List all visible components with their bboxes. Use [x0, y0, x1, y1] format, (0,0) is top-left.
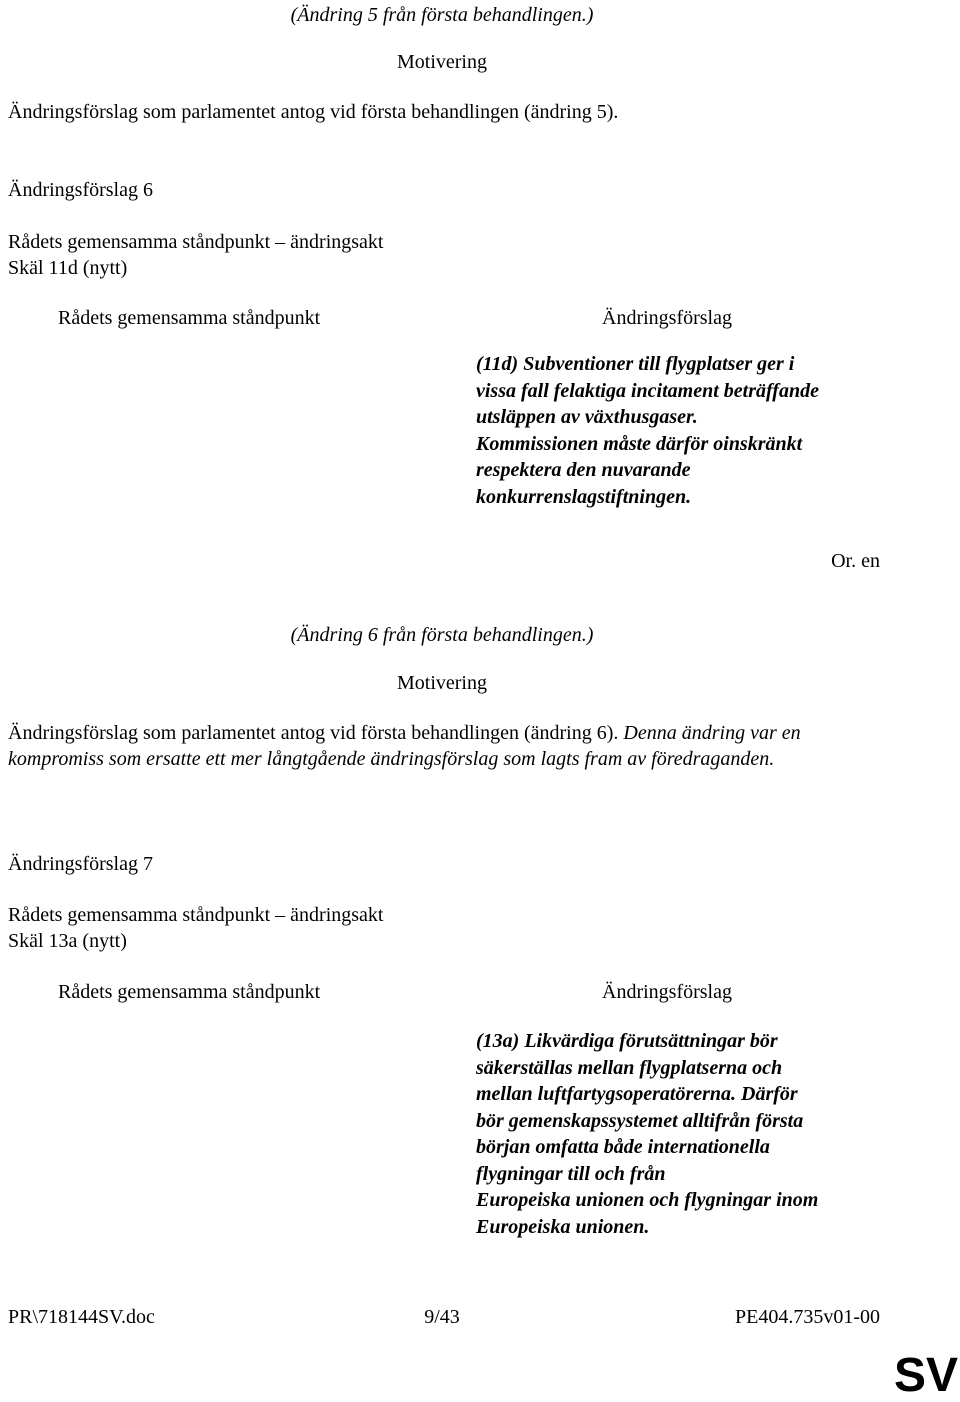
amendment-text-line: vissa fall felaktiga incitament beträffande — [476, 379, 819, 402]
column-header-council: Rådets gemensamma ståndpunkt — [58, 981, 321, 1003]
amendment-text-line: respektera den nuvarande — [476, 459, 691, 481]
recital-heading: Skäl 11d (nytt) — [8, 257, 128, 279]
original-language: Or. en — [831, 550, 880, 572]
motivation-heading: Motivering — [397, 672, 487, 694]
amendment-text-line: flygningar till och från — [476, 1162, 666, 1185]
amendment-text-line: Europeiska unionen och flygningar inom — [476, 1189, 819, 1211]
amendment-text — [476, 351, 896, 510]
amendment-text-line: bör gemenskapssystemet alltifrån första — [476, 1109, 804, 1132]
motivation-text: Ändringsförslag som parlamentet antog vid första behandlingen (ändring 5). — [8, 101, 619, 123]
amendment-text-line: Europeiska unionen. — [476, 1215, 650, 1238]
recital-heading: Skäl 13a (nytt) — [8, 930, 127, 952]
column-header-amendment: Ändringsförslag — [602, 307, 732, 329]
footer-doc-ref: PR\718144SV.doc — [8, 1306, 155, 1328]
column-header-council: Rådets gemensamma ståndpunkt — [58, 307, 321, 329]
column-header-amendment: Ändringsförslag — [602, 981, 732, 1003]
amendment-text-line: konkurrenslagstiftningen. — [476, 485, 692, 508]
motivation-text-italic: Denna ändring var en kompromiss som ersatte ett mer långtgående ändringsförslag som lagts fram av föredraganden. — [8, 722, 801, 770]
position-heading: Rådets gemensamma ståndpunkt – ändringsakt — [8, 231, 384, 253]
footer-pe-ref: PE404.735v01-00 — [735, 1306, 880, 1328]
amendment-text — [476, 1028, 896, 1240]
motivation-paragraph — [8, 720, 878, 772]
amendment-text-line: säkerställas mellan flygplatserna och — [476, 1056, 783, 1079]
motivation-text: Ändringsförslag som parlamentet antog vid första behandlingen (ändring 6). — [8, 722, 619, 744]
amendment-title: Ändringsförslag 6 — [8, 179, 153, 201]
language-code: SV — [893, 1349, 958, 1402]
amendment-text-line: utsläppen av växthusgaser. — [476, 406, 698, 428]
amendment-text-line: (13a) Likvärdiga förutsättningar bör — [476, 1030, 778, 1052]
amendment-text-line: början omfatta både internationella — [476, 1136, 770, 1158]
motivation-heading: Motivering — [397, 51, 487, 73]
position-heading: Rådets gemensamma ståndpunkt – ändringsakt — [8, 904, 384, 926]
amendment-note: (Ändring 6 från första behandlingen.) — [290, 624, 594, 646]
amendment-text-line: (11d) Subventioner till flygplatser ger i — [476, 353, 795, 375]
amendment-text-line: mellan luftfartygsoperatörerna. Därför — [476, 1083, 798, 1105]
amendment-note: (Ändring 5 från första behandlingen.) — [290, 4, 594, 26]
amendment-text-line: Kommissionen måste därför oinskränkt — [476, 432, 803, 455]
amendment-title: Ändringsförslag 7 — [8, 853, 153, 875]
footer-page-number: 9/43 — [424, 1306, 460, 1328]
